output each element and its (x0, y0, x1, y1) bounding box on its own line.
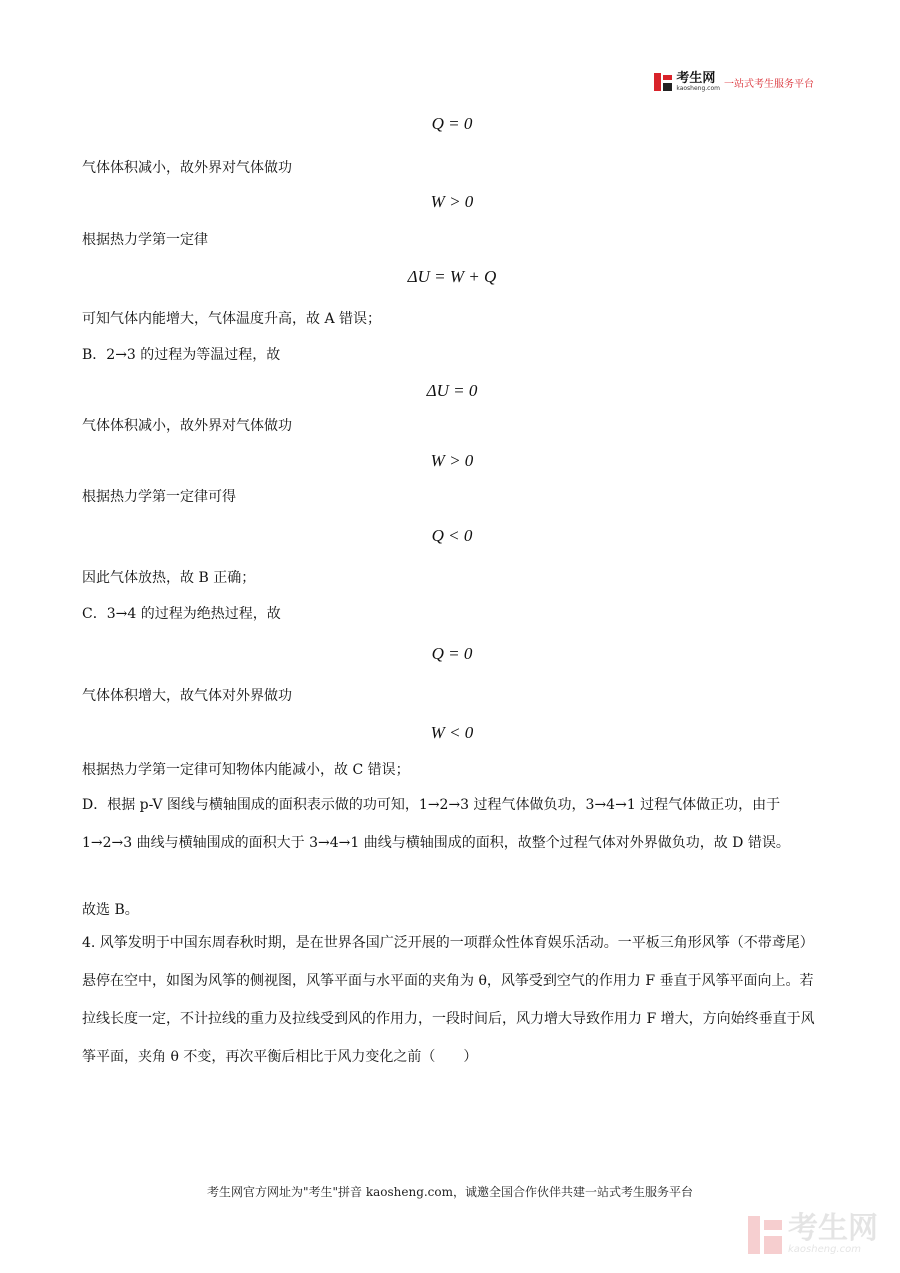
equation: W > 0 (430, 451, 474, 470)
footer-text: 考生网官方网址为"考生"拼音 kaosheng.com，诚邀全国合作伙伴共建一站式考生服务平台 (206, 1185, 694, 1199)
text-line: 气体体积减小，故外界对气体做功 (82, 160, 292, 176)
kaosheng-logo-icon (654, 73, 672, 91)
text-line: 根据热力学第一定律可知物体内能减小，故 C 错误； (82, 762, 410, 778)
answer-line: 故选 B。 (82, 902, 139, 918)
option-b-heading: B．2→3 的过程为等温过程，故 (82, 347, 281, 363)
text-line: 根据热力学第一定律 (82, 232, 208, 248)
watermark-name: 考生网 (788, 1211, 878, 1246)
header-logo (654, 72, 814, 92)
equation: Q = 0 (431, 114, 473, 133)
logo-text (676, 72, 720, 92)
equation: Q = 0 (431, 644, 473, 663)
text-line: 气体体积增大，故气体对外界做功 (82, 688, 292, 704)
option-d-paragraph: D．根据 p-V 图线与横轴围成的面积表示做的功可知，1→2→3 过程气体做负功，3→4→1 过程气体做正功，由于 1→2→3 曲线与横轴围成的面积大于 3→4→1 曲线与横轴围成的面积，故整个过程气体对外界做负功，故 D 错误。 (82, 797, 790, 851)
text-line: 可知气体内能增大，气体温度升高，故 A 错误； (82, 311, 382, 327)
question-4: 4. 风筝发明于中国东周春秋时期，是在世界各国广泛开展的一项群众性体育娱乐活动。一平板三角形风筝（不带鸢尾）悬停在空中，如图为风筝的侧视图，风筝平面与水平面的夹角为 θ，风筝受到空气的作用力 F 垂直于风筝平面向上。若拉线长度一定，不计拉线的重力及拉线受到风的作用力，一段时间后，风力增大导致作用力 F 增大，方向始终垂直于风筝平面，夹角 θ 不变，再次平衡后相比于风力变化之前（ ） (82, 935, 815, 1065)
equation: Q < 0 (431, 526, 473, 545)
watermark-text (788, 1211, 878, 1255)
option-c-heading: C．3→4 的过程为绝热过程，故 (82, 606, 281, 622)
watermark-domain: kaosheng.com (788, 1244, 861, 1255)
kaosheng-watermark-icon (748, 1216, 782, 1254)
equation: W < 0 (430, 723, 474, 742)
text-line: 因此气体放热，故 B 正确； (82, 570, 256, 586)
text-line: 根据热力学第一定律可得 (82, 489, 236, 505)
equation: ΔU = W + Q (407, 267, 497, 286)
watermark (748, 1211, 878, 1255)
logo-slogan: 一站式考生服务平台 (724, 78, 814, 90)
logo-domain: kaosheng.com (676, 85, 720, 92)
text-line: 气体体积减小，故外界对气体做功 (82, 418, 292, 434)
equation: W > 0 (430, 192, 474, 211)
logo-name: 考生网 (676, 71, 716, 86)
equation: ΔU = 0 (426, 381, 478, 400)
